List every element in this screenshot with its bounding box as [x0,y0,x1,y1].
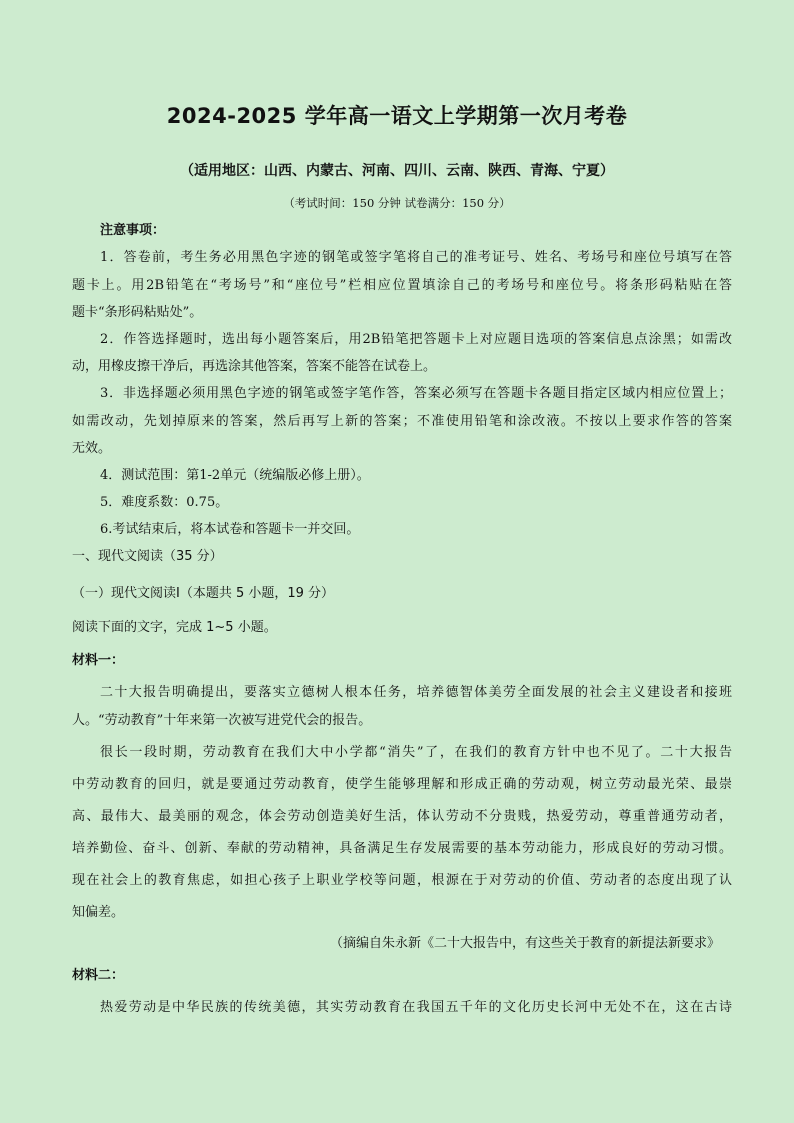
material-2-para-1-line-1: 热爱劳动是中华民族的传统美德，其实劳动教育在我国五千年的文化历史长河中无处不在，这在古诗 [100,1000,732,1015]
material-1-para-2-line-1: 很长一段时期，劳动教育在我们大中小学都“消失”了，在我们的教育方针中也不见了。二十大报告 [100,745,732,760]
part-1-heading: 一、现代文阅读（35 分） [72,549,223,564]
notice-item-3-line-2: 如需改动，先划掉原来的答案，然后再写上新的答案；不准使用铅笔和涂改液。不按以上要求作答的答案 [72,414,732,429]
exam-info: （考试时间：150 分钟 试卷满分：150 分） [283,196,511,210]
material-1-para-2-line-6: 知偏差。 [72,905,125,920]
notice-item-1-line-3: 题卡“条形码粘贴处”。 [72,305,203,320]
notice-item-3-line-3: 无效。 [72,441,112,456]
notice-item-6: 6.考试结束后，将本试卷和答题卡一并交回。 [100,522,360,537]
part-1-subheading: （一）现代文阅读Ⅰ（本题共 5 小题，19 分） [72,586,335,601]
notice-item-1-line-2: 题卡上。用2B铅笔在“考场号”和“座位号”栏相应位置填涂自己的考场号和座位号。将条形码粘贴在答 [72,278,732,293]
notice-item-5: 5．难度系数：0.75。 [100,495,229,510]
material-1-para-2-line-3: 高、最伟大、最美丽的观念，体会劳动创造美好生活，体认劳动不分贵贱，热爱劳动，尊重普通劳动者， [72,809,732,824]
material-1-source: （摘编自朱永新《二十大报告中，有这些关于教育的新提法新要求》 [329,936,720,951]
reading-instruction: 阅读下面的文字，完成 1~5 小题。 [72,620,277,635]
material-1-label: 材料一： [72,653,125,668]
notice-item-4: 4．测试范围：第1-2单元（统编版必修上册）。 [100,468,370,483]
notice-heading: 注意事项： [100,223,166,238]
notice-item-2-line-1: 2．作答选择题时，选出每小题答案后，用2B铅笔把答题卡上对应题目选项的答案信息点涂黑；如需改 [100,332,732,347]
material-1-para-1-line-2: 人。“劳动教育”十年来第一次被写进党代会的报告。 [72,713,372,728]
notice-item-1-line-1: 1．答卷前，考生务必用黑色字迹的钢笔或签字笔将自己的准考证号、姓名、考场号和座位号填写在答 [100,250,732,265]
exam-title: 2024-2025 学年高一语文上学期第一次月考卷 [166,104,628,128]
material-1-para-1-line-1: 二十大报告明确提出，要落实立德树人根本任务，培养德智体美劳全面发展的社会主义建设者和接班 [100,685,732,700]
material-2-label: 材料二： [72,968,125,983]
applicable-regions: （适用地区：山西、内蒙古、河南、四川、云南、陕西、青海、宁夏） [180,163,614,179]
notice-item-2-line-2: 动，用橡皮擦干净后，再选涂其他答案，答案不能答在试卷上。 [72,359,437,374]
material-1-para-2-line-5: 现在社会上的教育焦虑，如担心孩子上职业学校等问题，根源在于对劳动的价值、劳动者的态度出现了认 [72,873,732,888]
material-1-para-2-line-2: 中劳动教育的回归，就是要通过劳动教育，使学生能够理解和形成正确的劳动观，树立劳动最光荣、最崇 [72,777,732,792]
notice-item-3-line-1: 3．非选择题必须用黑色字迹的钢笔或签字笔作答，答案必须写在答题卡各题目指定区域内相应位置上； [100,386,732,401]
material-1-para-2-line-4: 培养勤俭、奋斗、创新、奉献的劳动精神，具备满足生存发展需要的基本劳动能力，形成良好的劳动习惯。 [72,841,732,856]
